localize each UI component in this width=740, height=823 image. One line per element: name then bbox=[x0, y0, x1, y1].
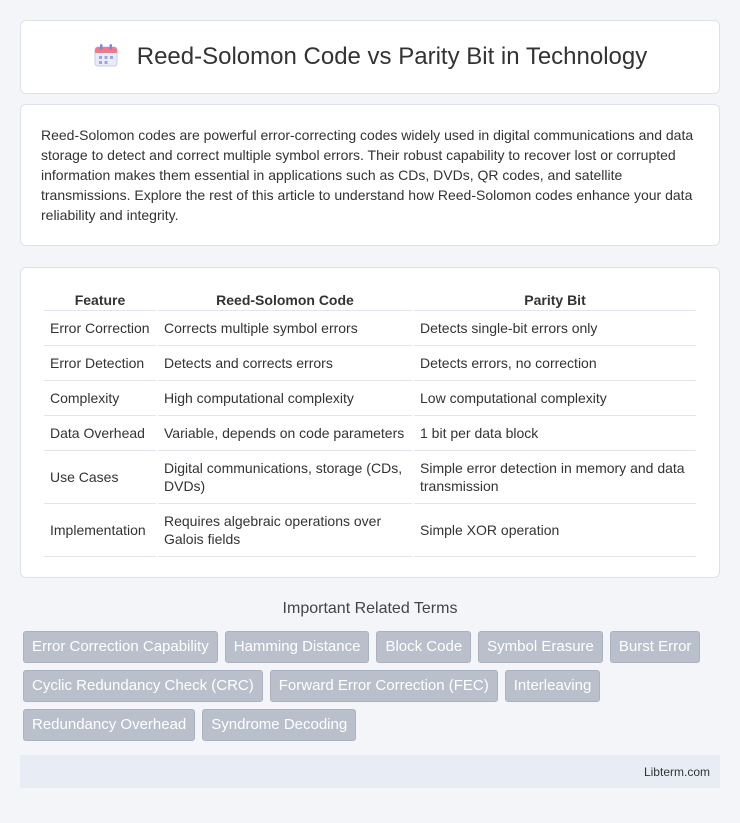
row-parity-bit: 1 bit per data block bbox=[414, 416, 696, 451]
row-parity-bit: Simple XOR operation bbox=[414, 504, 696, 557]
row-reed-solomon: Variable, depends on code parameters bbox=[158, 416, 412, 451]
row-reed-solomon: Detects and corrects errors bbox=[158, 346, 412, 381]
row-parity-bit: Low computational complexity bbox=[414, 381, 696, 416]
calendar-icon bbox=[93, 42, 119, 73]
page-title: Reed-Solomon Code vs Parity Bit in Technology bbox=[136, 43, 648, 70]
related-term-tag[interactable]: Redundancy Overhead bbox=[23, 709, 195, 741]
related-terms-title: Important Related Terms bbox=[282, 600, 458, 617]
row-feature: Implementation bbox=[44, 504, 156, 557]
comparison-card bbox=[20, 267, 720, 578]
related-term-tag[interactable]: Block Code bbox=[376, 631, 471, 663]
related-term-tag[interactable]: Syndrome Decoding bbox=[202, 709, 356, 741]
table-header-row bbox=[44, 288, 696, 311]
row-reed-solomon: Digital communications, storage (CDs, DVDs) bbox=[158, 451, 412, 504]
footer bbox=[20, 755, 720, 788]
row-feature: Error Correction bbox=[44, 311, 156, 346]
header-card bbox=[20, 20, 720, 94]
related-term-tag[interactable]: Forward Error Correction (FEC) bbox=[270, 670, 498, 702]
row-parity-bit: Detects errors, no correction bbox=[414, 346, 696, 381]
header-feature: Feature bbox=[44, 288, 156, 311]
table-row bbox=[44, 346, 696, 381]
row-feature: Use Cases bbox=[44, 451, 156, 504]
row-parity-bit: Detects single-bit errors only bbox=[414, 311, 696, 346]
row-feature: Data Overhead bbox=[44, 416, 156, 451]
related-term-tag[interactable]: Hamming Distance bbox=[225, 631, 370, 663]
related-terms-list bbox=[20, 631, 720, 741]
related-term-tag[interactable]: Interleaving bbox=[505, 670, 601, 702]
related-term-tag[interactable]: Cyclic Redundancy Check (CRC) bbox=[23, 670, 263, 702]
footer-brand-link[interactable]: Libterm.com bbox=[643, 764, 710, 779]
row-reed-solomon: Requires algebraic operations over Galois fields bbox=[158, 504, 412, 557]
related-term-tag[interactable]: Symbol Erasure bbox=[478, 631, 603, 663]
header-parity-bit: Parity Bit bbox=[414, 288, 696, 311]
row-parity-bit: Simple error detection in memory and data transmission bbox=[414, 451, 696, 504]
table-row bbox=[44, 504, 696, 557]
row-feature: Error Detection bbox=[44, 346, 156, 381]
table-row bbox=[44, 451, 696, 504]
table-row bbox=[44, 381, 696, 416]
row-reed-solomon: High computational complexity bbox=[158, 381, 412, 416]
intro-text: Reed-Solomon codes are powerful error-correcting codes widely used in digital communications and data storage to detect and correct multiple symbol errors. Their robust capability to recover lost or corrupted information makes them essential in applications such as CDs, DVDs, QR codes, and satellite transmissions. Explore the rest of this article to understand how Reed-Solomon codes enhance your data reliability and integrity. bbox=[41, 127, 694, 223]
intro-card bbox=[20, 104, 720, 246]
comparison-table bbox=[42, 288, 698, 557]
related-term-tag[interactable]: Error Correction Capability bbox=[23, 631, 218, 663]
table-row bbox=[44, 416, 696, 451]
header-reed-solomon: Reed-Solomon Code bbox=[158, 288, 412, 311]
row-feature: Complexity bbox=[44, 381, 156, 416]
row-reed-solomon: Corrects multiple symbol errors bbox=[158, 311, 412, 346]
related-term-tag[interactable]: Burst Error bbox=[610, 631, 701, 663]
table-row bbox=[44, 311, 696, 346]
